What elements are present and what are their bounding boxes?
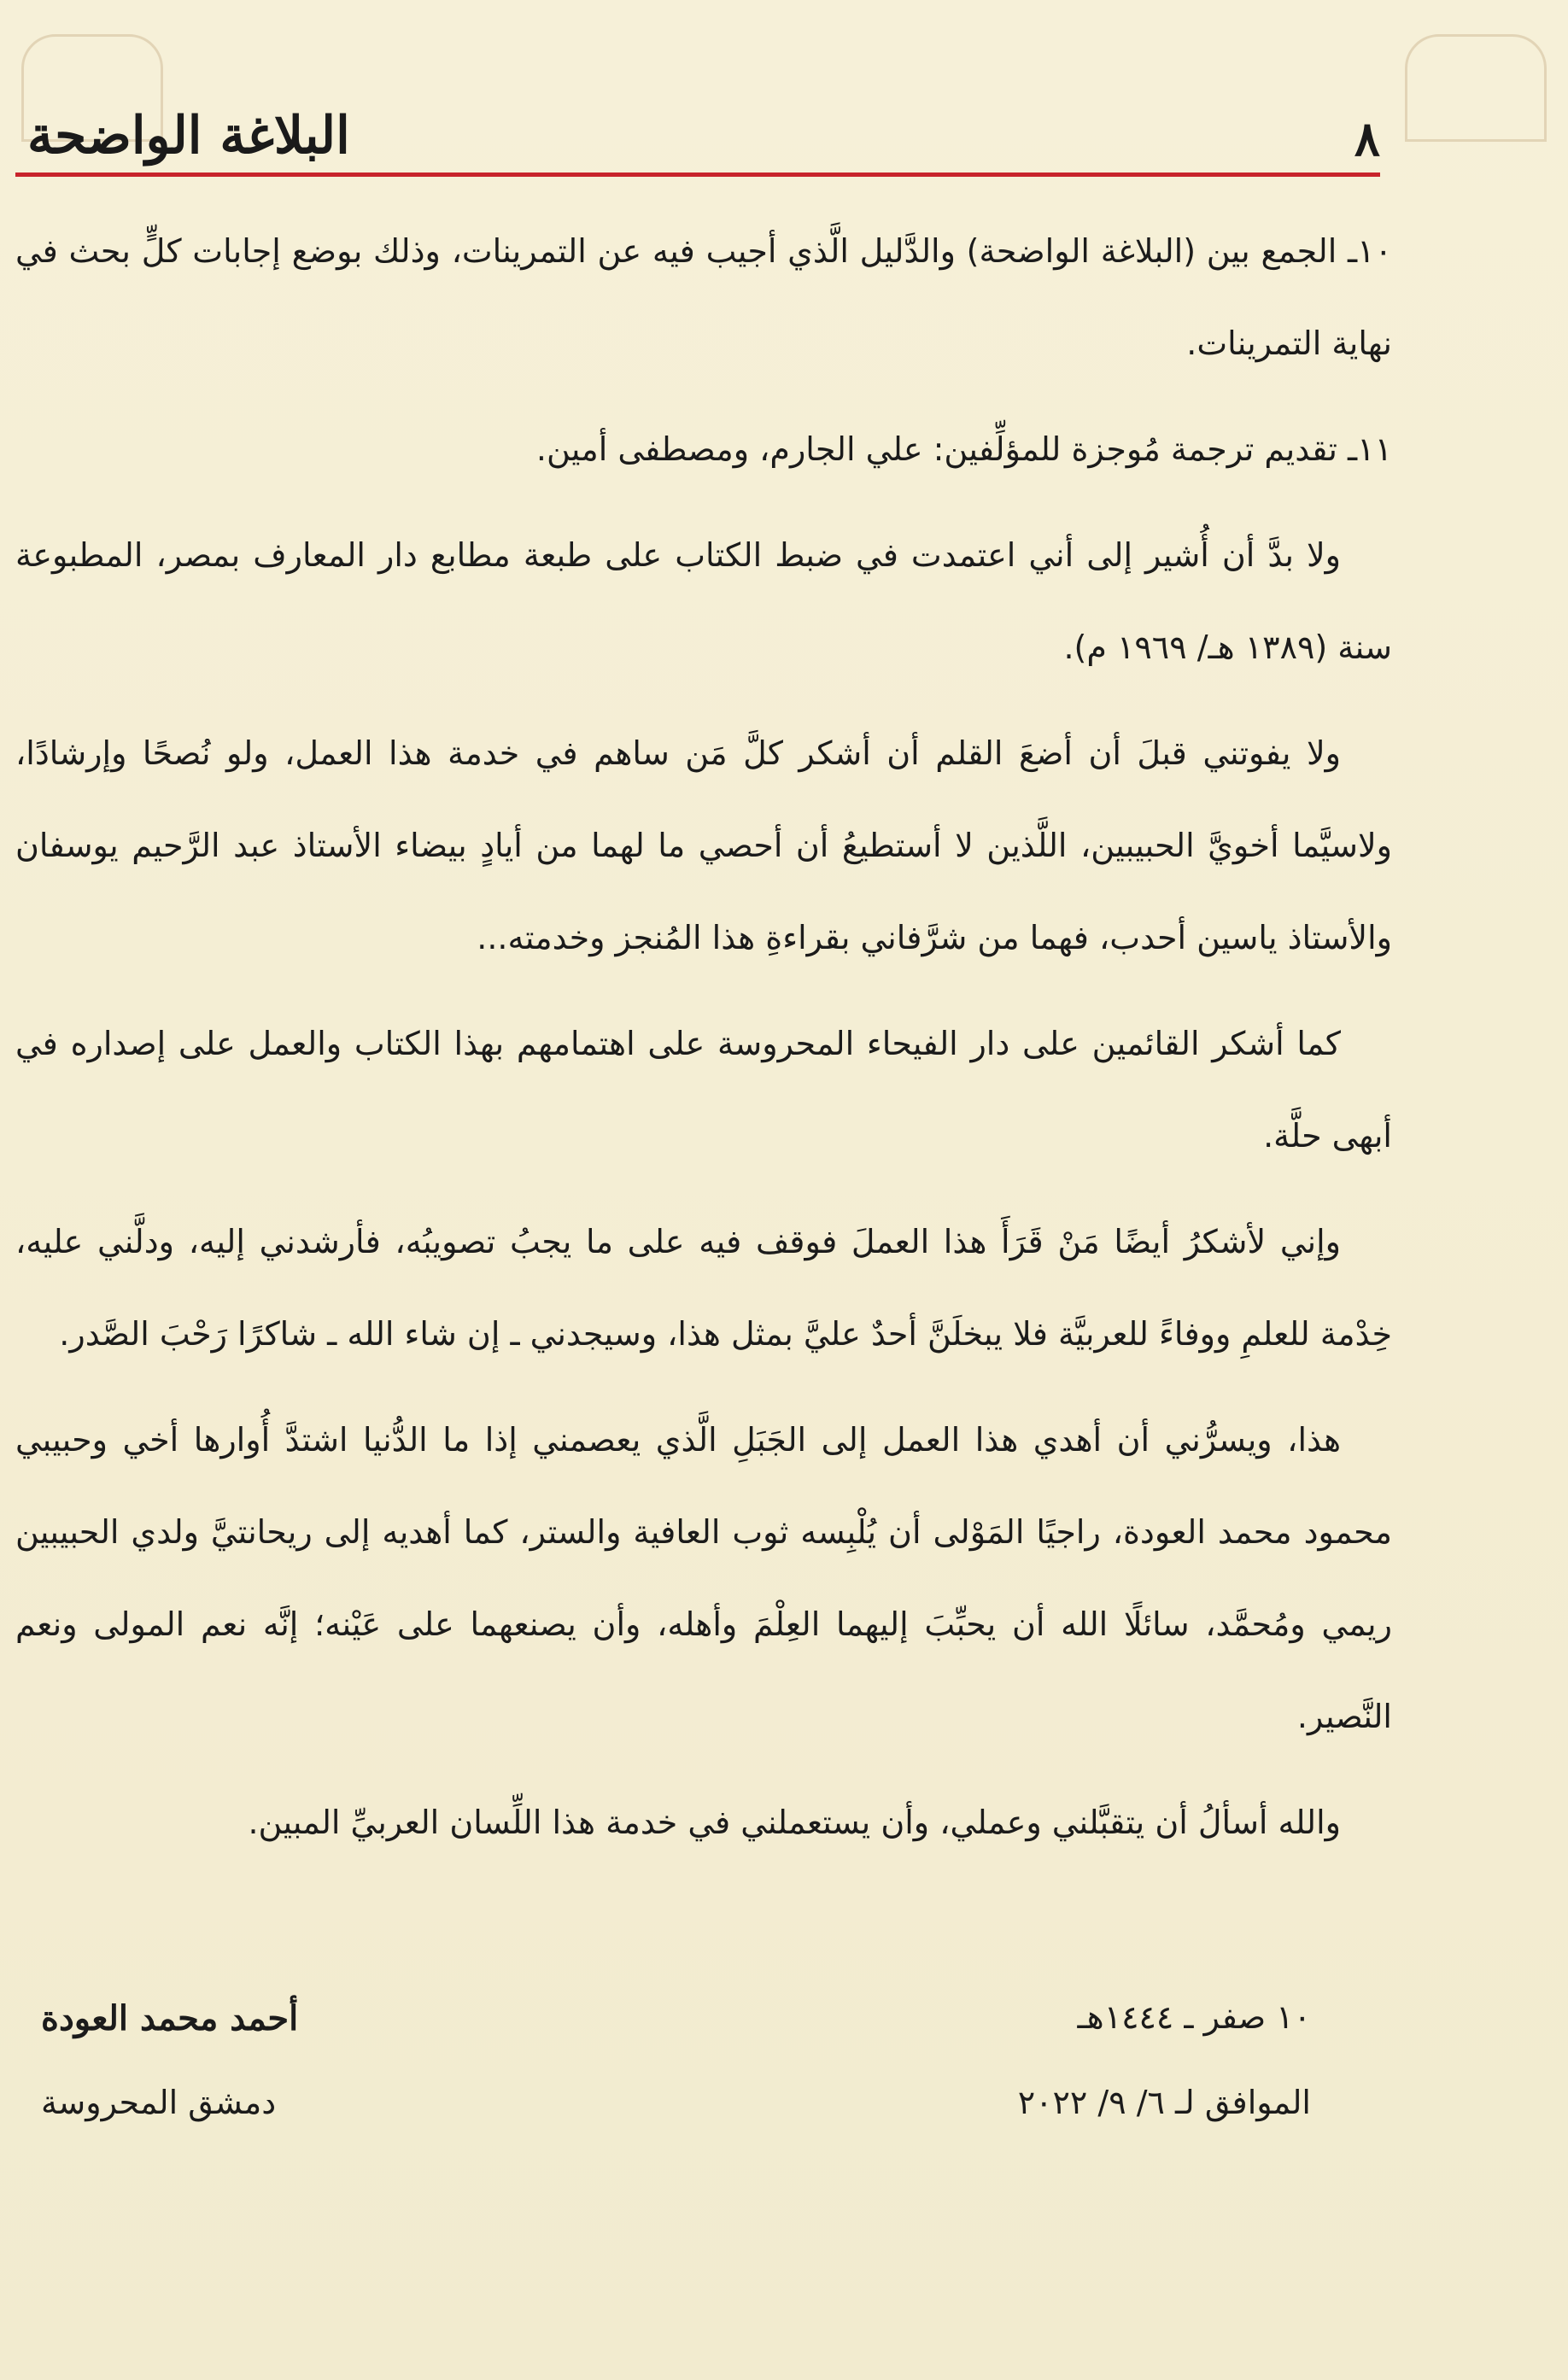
paragraph: ولا بدَّ أن أُشير إلى أني اعتمدت في ضبط الكتاب على طبعة مطابع دار المعارف بمصر، المطبوعة سنة (١٣٨٩ هـ/ ١٩٦٩ م). [15, 536, 1392, 666]
signature-block [15, 1981, 1392, 2169]
paragraph: ولا يفوتني قبلَ أن أضعَ القلم أن أشكر كلَّ مَن ساهم في خدمة هذا العمل، ولو نُصحًا وإرشادًا، ولاسيَّما أخويَّ الحبيبين، اللَّذين لا أستطيعُ أن أحصي ما لهما من أيادٍ بيضاء الأستاذ عبد الرَّحيم يوسفان والأستاذ ياسين أحدب، فهما من شرَّفاني بقراءةِ هذا المُنجز وخدمته... [15, 734, 1392, 956]
paragraph: كما أشكر القائمين على دار الفيحاء المحروسة على اهتمامهم بهذا الكتاب والعمل على إصداره في أبهى حلَّة. [15, 1025, 1392, 1155]
paragraph: هذا، ويسرُّني أن أهدي هذا العمل إلى الجَبَلِ الَّذي يعصمني إذا ما الدُّنيا اشتدَّ أُوارها أخي وحبيبي محمود محمد العودة، راجيًا المَوْلى أن يُلْبِسه ثوب العافية والستر، كما أهديه إلى ريحانتيَّ ولدي الحبيبين ريمي ومُحمَّد، سائلًا الله أن يحبِّبَ إليهما العِلْمَ وأهله، وأن يصنعهما على عَيْنه؛ إنَّه نعم المولى ونعم النَّصير. [15, 1421, 1392, 1735]
signature-place: دمشق المحروسة [41, 2084, 277, 2121]
signature-author: أحمد محمد العودة [41, 1998, 299, 2038]
page-number: ٨ [1354, 111, 1380, 167]
list-item: ١١ـ تقديم ترجمة مُوجزة للمؤلِّفين: علي الجارم، ومصطفى أمين. [535, 430, 1392, 468]
list-item: ١٠ـ الجمع بين (البلاغة الواضحة) والدَّليل الَّذي أجيب فيه عن التمرينات، وذلك بوضع إجابات كلٍّ بحث في نهاية التمرينات. [15, 232, 1392, 362]
running-title: البلاغة الواضحة [27, 106, 350, 166]
header-rule [15, 173, 1380, 177]
body-text [15, 205, 1392, 1868]
paragraph: والله أسألُ أن يتقبَّلني وعملي، وأن يستعملني في خدمة هذا اللِّسان العربيِّ المبين. [248, 1804, 1341, 1841]
paragraph: وإني لأشكرُ أيضًا مَنْ قَرَأَ هذا العملَ فوقف فيه على ما يجبُ تصويبُه، فأرشدني إليه، ودلَّني عليه، خِدْمة للعلمِ ووفاءً للعربيَّة فلا يبخلَنَّ أحدٌ عليَّ بمثل هذا، وسيجدني ـ إن شاء الله ـ شاكرًا رَحْبَ الصَّدر. [15, 1223, 1392, 1353]
signature-gregorian-date: الموافق لـ ٦/ ٩/ ٢٠٢٢ [1017, 2084, 1311, 2121]
corner-ornament [1405, 34, 1547, 142]
signature-date: ١٠ صفر ـ ١٤٤٤هـ [1077, 1998, 1311, 2036]
